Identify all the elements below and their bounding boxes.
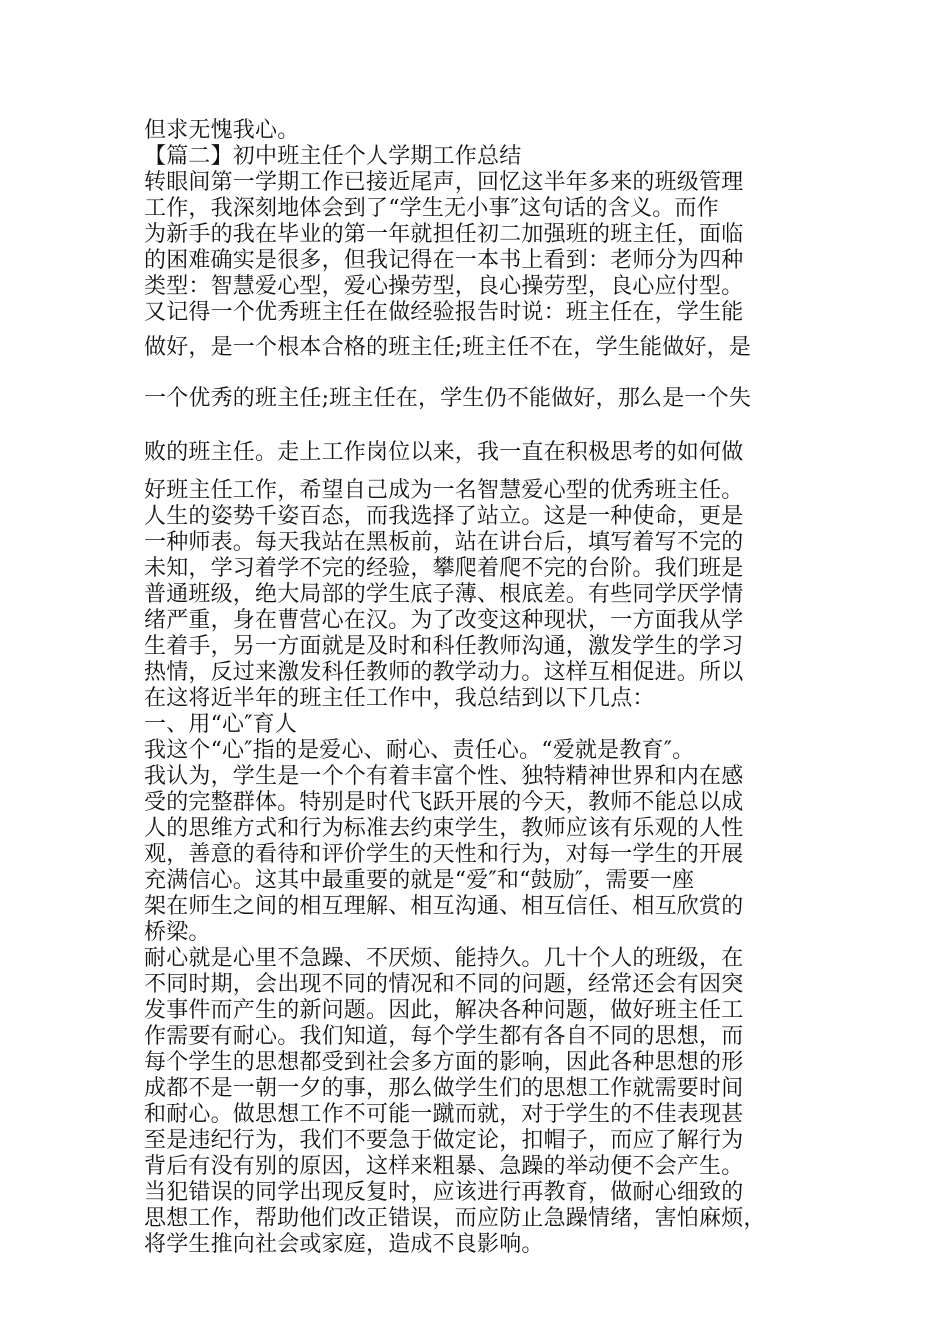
text-line: 发事件而产生的新问题。因此，解决各种问题，做好班主任工 bbox=[144, 998, 744, 1023]
text-line: 热情，反过来激发科任教师的教学动力。这样互相促进。所以 bbox=[144, 660, 744, 685]
text-line: 受的完整群体。特别是时代飞跃开展的今天，教师不能总以成 bbox=[144, 790, 744, 815]
text-line: 普通班级，绝大局部的学生底子薄、根底差。有些同学厌学情 bbox=[144, 582, 744, 607]
text-line: 不同时期，会出现不同的情况和不同的问题，经常还会有因突 bbox=[144, 972, 744, 997]
text-line: 和耐心。做思想工作不可能一蹴而就，对于学生的不佳表现甚 bbox=[144, 1102, 744, 1127]
text-line: 但求无愧我心。 bbox=[144, 118, 300, 143]
text-line: 在这将近半年的班主任工作中，我总结到以下几点： bbox=[144, 686, 655, 711]
text-line: 架在师生之间的相互理解、相互沟通、相互信任、相互欣赏的 bbox=[144, 894, 744, 919]
text-line: 又记得一个优秀班主任在做经验报告时说：班主任在，学生能 bbox=[144, 300, 744, 325]
text-line: 充满信心。这其中最重要的就是“爱″和“鼓励″，需要一座 bbox=[144, 868, 695, 893]
text-line: 绪严重，身在曹营心在汉。为了改变这种现状，一方面我从学 bbox=[144, 608, 744, 633]
text-line: 桥梁。 bbox=[144, 920, 211, 945]
text-line: 每个学生的思想都受到社会多方面的影响，因此各种思想的形 bbox=[144, 1050, 744, 1075]
section-heading: 【篇二】初中班主任个人学期工作总结 bbox=[144, 144, 522, 169]
text-line: 当犯错误的同学出现反复时，应该进行再教育，做耐心细致的 bbox=[144, 1180, 744, 1205]
text-line: 人生的姿势千姿百态，而我选择了站立。这是一种使命，更是 bbox=[144, 504, 744, 529]
text-line: 耐心就是心里不急躁、不厌烦、能持久。几十个人的班级，在 bbox=[144, 946, 744, 971]
text-line: 我这个“心″指的是爱心、耐心、责任心。“爱就是教育″。 bbox=[144, 738, 695, 763]
text-line: 一种师表。每天我站在黑板前，站在讲台后，填写着写不完的 bbox=[144, 530, 744, 555]
text-line: 观，善意的看待和评价学生的天性和行为，对每一学生的开展 bbox=[144, 842, 744, 867]
text-line: 至是违纪行为，我们不要急于做定论，扣帽子，而应了解行为 bbox=[144, 1128, 744, 1153]
text-line: 思想工作，帮助他们改正错误，而应防止急躁情绪，害怕麻烦， bbox=[144, 1206, 766, 1231]
text-line: 为新手的我在毕业的第一年就担任初二加强班的班主任，面临 bbox=[144, 222, 744, 247]
text-line: 生着手，另一方面就是及时和科任教师沟通，激发学生的学习 bbox=[144, 634, 744, 659]
text-line: 败的班主任。走上工作岗位以来，我一直在积极思考的如何做 bbox=[144, 440, 744, 465]
text-line: 成都不是一朝一夕的事，那么做学生们的思想工作就需要时间 bbox=[144, 1076, 744, 1101]
document-body bbox=[144, 118, 810, 1258]
text-line: 人的思维方式和行为标准去约束学生，教师应该有乐观的人性 bbox=[144, 816, 744, 841]
text-line: 做好，是一个根本合格的班主任;班主任不在，学生能做好，是 bbox=[144, 335, 752, 360]
text-line: 一个优秀的班主任;班主任在，学生仍不能做好，那么是一个失 bbox=[144, 386, 752, 411]
text-line: 未知，学习着学不完的经验，攀爬着爬不完的台阶。我们班是 bbox=[144, 556, 744, 581]
text-line: 工作，我深刻地体会到了“学生无小事″这句话的含义。而作 bbox=[144, 196, 719, 221]
text-line: 类型：智慧爱心型，爱心操劳型，良心操劳型，良心应付型。 bbox=[144, 274, 744, 299]
text-line: 将学生推向社会或家庭，造成不良影响。 bbox=[144, 1232, 544, 1257]
text-line: 好班主任工作，希望自己成为一名智慧爱心型的优秀班主任。 bbox=[144, 478, 744, 503]
text-line: 的困难确实是很多，但我记得在一本书上看到：老师分为四种 bbox=[144, 248, 744, 273]
subsection-heading: 一、用“心″育人 bbox=[144, 712, 298, 737]
text-line: 转眼间第一学期工作已接近尾声，回忆这半年多来的班级管理 bbox=[144, 170, 744, 195]
text-line: 作需要有耐心。我们知道，每个学生都有各自不同的思想，而 bbox=[144, 1024, 744, 1049]
text-line: 背后有没有别的原因，这样来粗暴、急躁的举动便不会产生。 bbox=[144, 1154, 744, 1179]
text-line: 我认为，学生是一个个有着丰富个性、独特精神世界和内在感 bbox=[144, 764, 744, 789]
